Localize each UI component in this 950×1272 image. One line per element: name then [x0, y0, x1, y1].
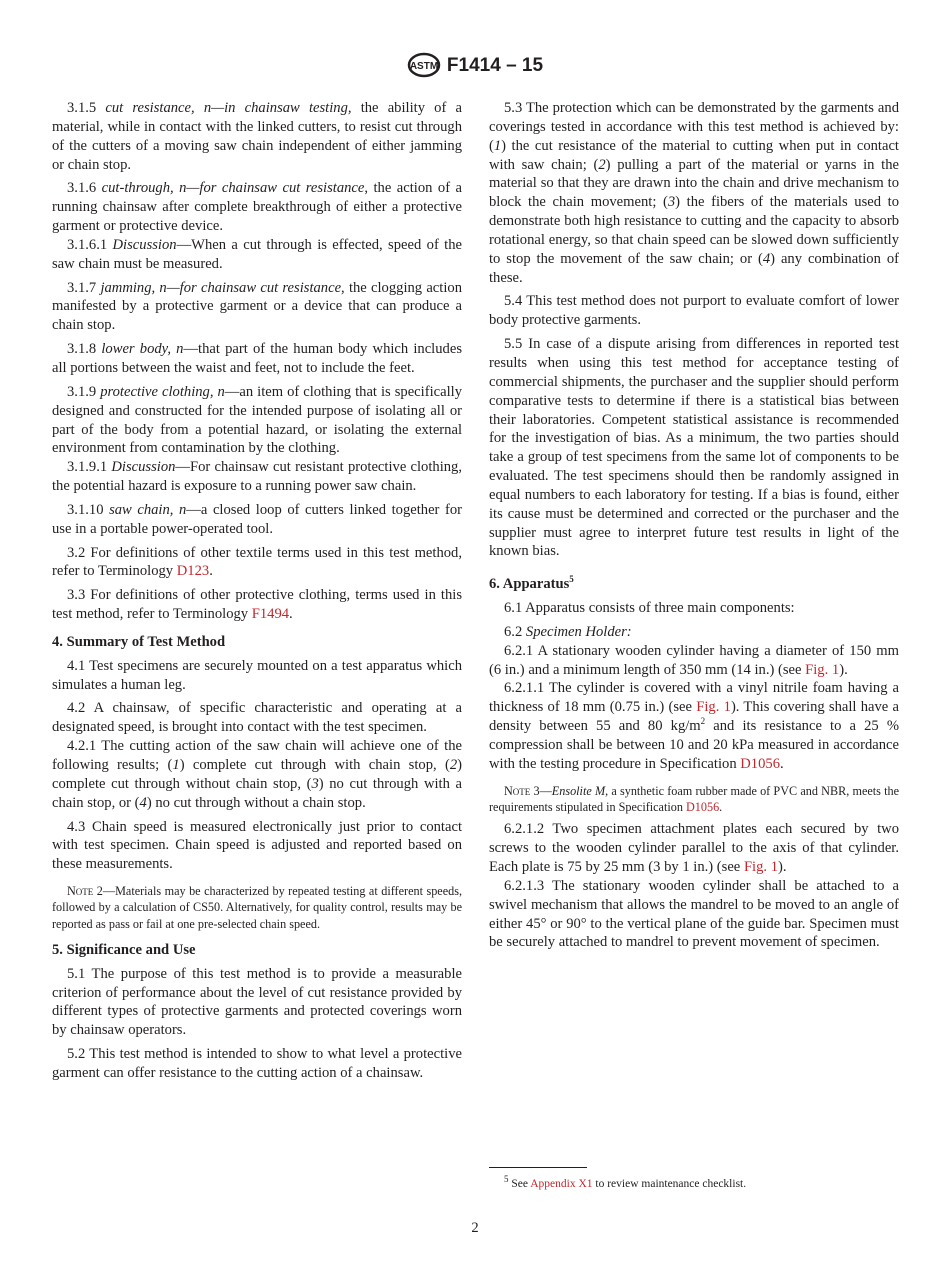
text-run: . [780, 755, 784, 772]
paragraph [489, 599, 899, 618]
text-run: ) any combination of these. [489, 250, 899, 286]
text-run: 4.2 A chainsaw, of specific characteristic and operating at a designated speed, is brought into contact with the test specimen. [52, 700, 462, 736]
text-run: 3.2 For definitions of other textile terms used in this test method, refer to Terminology [52, 544, 462, 580]
paragraph [489, 99, 899, 287]
paragraph [52, 236, 462, 274]
right-column [489, 94, 899, 952]
paragraph [52, 383, 462, 458]
text-run: 3.3 For definitions of other protective clothing, terms used in this test method, refer to Terminology [52, 587, 462, 623]
reference-link[interactable]: D1056 [740, 755, 780, 772]
paragraph [489, 877, 899, 952]
text-run: ) the cut resistance of the material to cutting when put in contact with saw chain; ( [489, 137, 899, 173]
paragraph [52, 544, 462, 582]
text-run: —an item of clothing that is specifically designed and constructed for the intended purpose of isolating all or part of the body from a potential hazard, or isolating the external environment from contamination by the clothing. [52, 383, 462, 457]
paragraph [52, 818, 462, 875]
text-run: Specimen Holder: [525, 623, 632, 640]
paragraph [52, 586, 462, 624]
text-run: —that part of the human body which includes all portions between the waist and feet, not to include the feet. [52, 341, 462, 376]
text-run: 3 [311, 775, 319, 792]
text-run: Discussion [111, 459, 176, 476]
section-heading [489, 575, 899, 594]
paragraph [489, 623, 899, 642]
paragraph [52, 99, 462, 174]
page-header [0, 52, 950, 78]
text-run: 3 [667, 194, 676, 211]
text-run: ) pulling a part of the material or yarns in the material so that they are drawn into the chain and drive mechanism to block the chain movement; ( [489, 156, 899, 211]
astm-logo-icon [407, 52, 441, 78]
appendix-link[interactable]: Appendix X1 [530, 1178, 593, 1190]
text-run: 3.1.6 [67, 180, 102, 197]
text-run: ) the fibers of the materials used to demonstrate both high resistance to cutting and the capacity to absorb rotational energy, so that chain speed can be slowed down sufficiently to stop the movement of the saw chain; or ( [489, 194, 899, 267]
text-run: 4.2.1 The cutting action of the saw chain will achieve one of the following results; ( [52, 738, 462, 773]
text-run: cut resistance, n—in chainsaw testing, [105, 100, 352, 116]
text-run: , the clogging action manifested by a protective garment or a device that can produce a chain stop. [52, 279, 462, 334]
text-run: 3.1.6.1 [67, 236, 113, 253]
text-run: protective clothing, n [100, 383, 225, 400]
paragraph [52, 179, 462, 236]
text-run: 4. Summary of Test Method [52, 633, 226, 650]
text-run: 3.1.9 [67, 383, 101, 400]
text-run: Note [504, 783, 531, 798]
reference-link[interactable]: F1494 [251, 606, 290, 623]
section-heading [52, 941, 462, 960]
paragraph [52, 965, 462, 1040]
paragraph [489, 820, 899, 877]
text-run: 5 [569, 574, 574, 585]
text-run: ). [839, 661, 848, 678]
text-run: 5.3 The protection which can be demonstrated by the garments and coverings tested in accordance with this test method is achieved by: ( [489, 100, 899, 154]
text-run: 6.2.1.2 Two specimen attachment plates each secured by two screws to the wooden cylinder parallel to the axis of that cylinder. Each plate is 75 by 25 mm (3 by 1 in.) (see [489, 821, 899, 875]
note [489, 783, 899, 816]
text-run: —For chainsaw cut resistant protective clothing, the potential hazard is exposure to a running power saw chain. [52, 459, 462, 495]
paragraph [52, 657, 462, 695]
text-run: 6.2.1 A stationary wooden cylinder having a diameter of 150 mm (6 in.) and a minimum length of 350 mm (14 in.) (see [489, 642, 899, 678]
paragraph [489, 679, 899, 773]
text-run: 5.5 In case of a dispute arising from differences in reported test results when using this test method for acceptance testing of commercial shipments, the purchaser and the supplier should perform comparative tests to determine if there is a statistical bias between their laboratories. Competent statistical assistance is recommended for the investigation of bias. As a minimum, the two parties should take a group of test specimens from the same lot of components to be evaluated. The test specimens should then be randomly assigned in equal numbers to each laboratory for testing. If a bias is found, either its cause must be determined and corrected or the purchaser and the supplier must agree to interpret future test results in light of the known bias. [489, 336, 899, 560]
reference-link[interactable]: D1056 [685, 799, 720, 814]
text-run: , the action of a running chainsaw after complete breakthrough of either a protective garment or protective device. [52, 180, 462, 235]
text-run: 5. Significance and Use [52, 941, 196, 958]
text-run: 4.1 Test specimens are securely mounted on a test apparatus which simulates a human leg. [52, 657, 462, 693]
text-run: ) no cut through with a chain stop, or ( [52, 775, 462, 811]
section-heading [52, 633, 462, 652]
reference-link[interactable]: Fig. 1 [743, 858, 778, 875]
text-run: 5.2 This test method is intended to show to what level a protective garment can offer resistance to the cutting action of a chainsaw. [52, 1046, 462, 1082]
text-run: 6. Apparatus [489, 576, 570, 593]
text-run: 3.1.7 [67, 279, 101, 296]
reference-link[interactable]: Fig. 1 [805, 661, 840, 678]
text-run: 3.1.5 [67, 100, 106, 116]
footnote [489, 1174, 899, 1190]
text-run: 4.3 Chain speed is measured electronically just prior to contact with test specimen. Chain speed is adjusted and reported based on these measurements. [52, 818, 462, 873]
text-run: Note [67, 884, 94, 899]
text-run: 3— [530, 783, 552, 798]
text-run: —When a cut through is effected, speed of the saw chain must be measured. [52, 236, 463, 272]
text-run: ) complete cut through without chain stop, ( [52, 757, 462, 792]
svg-text:ASTM: ASTM [409, 61, 439, 72]
text-run: 6.2.1.3 The stationary wooden cylinder shall be attached to a swivel mechanism that allows the mandrel to be moved to an angle of either 45° or 90° to the vertical plane of the guide bar. Specimen must be securely attached to mandrel to prevent movement of specimen. [489, 877, 899, 951]
text-run: and its resistance to a 25 % compression shall be between 10 and 20 kPa measured in accordance with the testing procedure in Specification [489, 718, 899, 772]
paragraph [52, 737, 462, 812]
text-run: 6.2 [504, 623, 526, 640]
text-run: ) complete cut through with chain stop, ( [179, 757, 450, 773]
footnote-mark: 5 [504, 1174, 509, 1185]
page-number: 2 [471, 1220, 479, 1236]
designation: F1414 – 15 [446, 55, 544, 76]
text-run: 3.1.8 [67, 341, 102, 358]
text-run: 4 [762, 250, 771, 267]
paragraph [489, 335, 899, 561]
footnote-text: See [508, 1178, 531, 1190]
text-run: . [719, 799, 723, 814]
text-run: 1 [172, 757, 180, 773]
text-run: jamming, n—for chainsaw cut resistance [100, 279, 342, 296]
reference-link[interactable]: Fig. 1 [696, 699, 731, 716]
footnote-rule [489, 1167, 587, 1168]
paragraph [52, 1045, 462, 1083]
paragraph [52, 458, 462, 496]
text-run: 1 [493, 137, 502, 154]
footnote-text: to review maintenance checklist. [592, 1178, 747, 1190]
text-run: 3.1.9.1 [67, 459, 112, 476]
text-run: 6.1 Apparatus consists of three main components: [504, 600, 795, 617]
text-run: saw chain, n [109, 501, 187, 518]
text-run: ). This covering shall have a density between 55 and 80 kg/m [489, 699, 900, 735]
text-run: 6.2.1.1 The cylinder is covered with a vinyl nitrile foam having a thickness of 18 mm (0.75 in.) (see [489, 680, 899, 716]
paragraph [52, 279, 462, 336]
text-run: , a synthetic foam rubber made of PVC and NBR, meets the requirements stipulated in Specification [489, 783, 899, 814]
text-run: the ability of a material, while in contact with the linked cutters, to resist cut through of the cutters of a moving saw chain independent of either jamming or chain stop. [52, 100, 462, 173]
text-run: 2 [700, 716, 706, 727]
text-run: 5.1 The purpose of this test method is to provide a measurable criterion of performance about the level of cut resistance provided by different types of protective garments and protected coverings worn by chainsaw operators. [52, 965, 462, 1039]
paragraph [52, 501, 462, 539]
text-run: ). [778, 858, 787, 875]
text-run: . [289, 606, 293, 623]
reference-link[interactable]: D123 [176, 563, 210, 580]
paragraph [52, 699, 462, 737]
text-run: 3.1.10 [67, 501, 110, 518]
paragraph [489, 642, 899, 680]
text-run: 2—Materials may be characterized by repeated testing at different speeds, followed by a calculation of CS50. Alternatively, for quality control, results may be reported as pass or fail at one pre-selected chain speed. [52, 884, 462, 931]
paragraph [489, 292, 899, 330]
text-run: 5.4 This test method does not purport to evaluate comfort of lower body protective garments. [489, 293, 899, 329]
text-run: Discussion [112, 236, 177, 253]
left-column [52, 94, 462, 1083]
paragraph [52, 340, 462, 378]
text-run: ) no cut through without a chain stop. [146, 794, 366, 811]
text-run: lower body, n [101, 341, 184, 358]
text-run: 2 [449, 757, 458, 773]
text-run: —a closed loop of cutters linked together for use in a portable power-operated tool. [52, 501, 462, 537]
text-run: 4 [139, 794, 147, 811]
text-run: 2 [598, 156, 606, 173]
text-run: . [209, 563, 213, 580]
note [52, 883, 462, 932]
text-run: cut-through, n—for chainsaw cut resistance [101, 180, 365, 197]
text-run: Ensolite M [551, 783, 606, 798]
